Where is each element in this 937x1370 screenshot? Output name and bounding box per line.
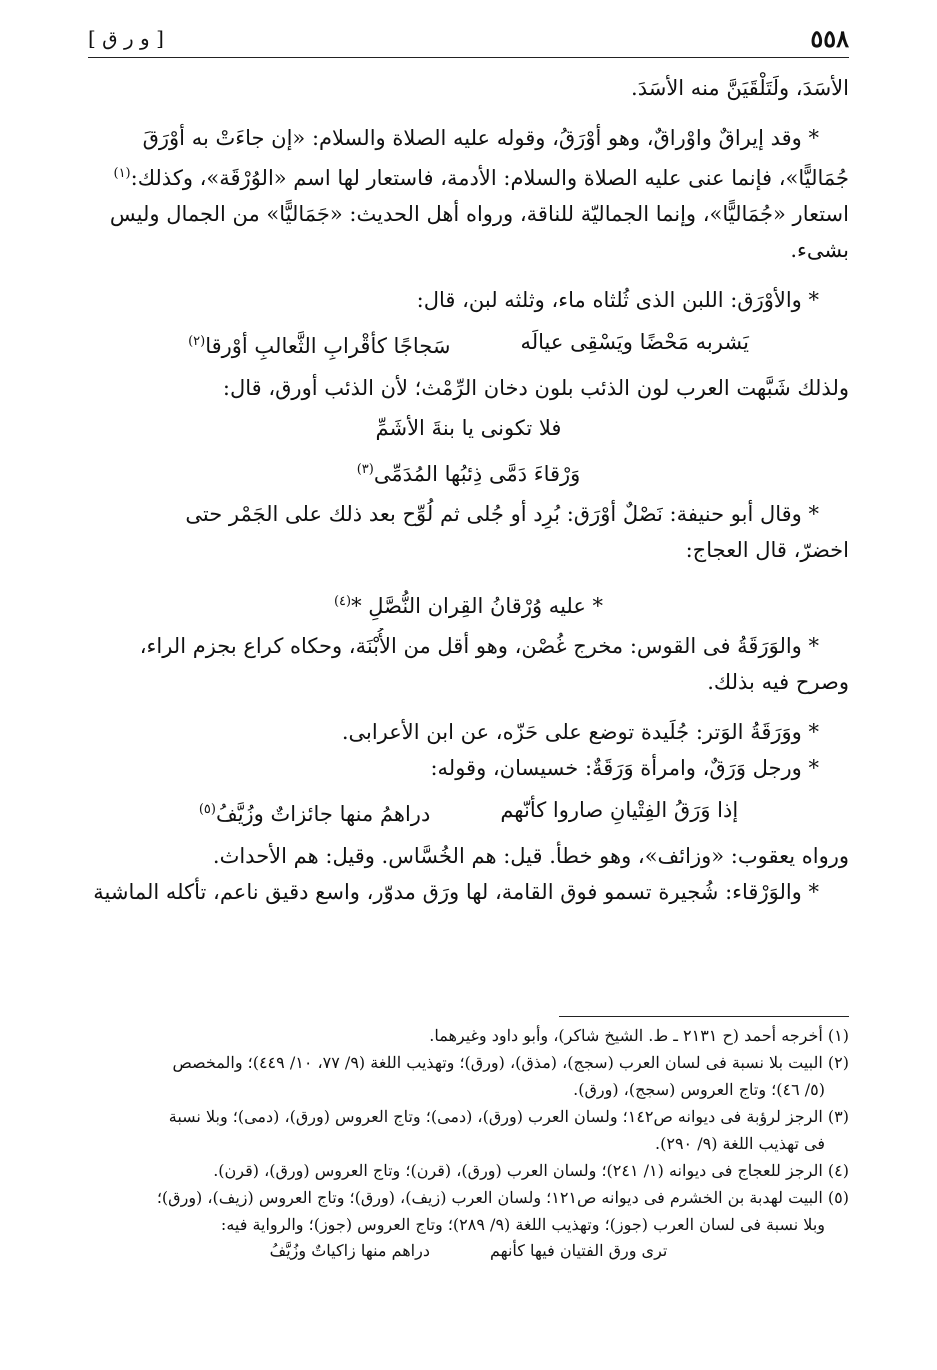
footnote-ref[interactable]: (٥) [198, 802, 216, 817]
footnote-2: (٢) البيت بلا نسبة فى لسان العرب (سجج)، (مذق)، (ورق)؛ وتهذيب اللغة (٩/ ٧٧، ١٠/ ٤٤٩)؛ والمخصص [172, 1053, 849, 1072]
footnote-2-continued: (٥/ ٤٦)؛ وتاج العروس (سجج)، (ورق). [573, 1080, 825, 1099]
paragraph-waraqa-qaws [88, 628, 849, 700]
header-rule [88, 57, 849, 58]
footnote-4: (٤) الرجز للعجاج فى ديوانه (١/ ٢٤١)؛ ولسان العرب (ورق)، (قرن)؛ وتاج العروس (ورق)، (قرن). [213, 1161, 849, 1180]
page-header [88, 24, 849, 54]
text-line: * والوَرْقاء: شُجيرة تسمو فوق القامة، لها ورَق مدوّر، واسع دقيق ناعم، تأكله الماشية [93, 880, 819, 904]
verse-hemistich: ترى ورق الفتيان فيها كأنهم [489, 1241, 668, 1260]
text-line: بشىء. [790, 238, 849, 262]
verse [88, 790, 849, 834]
text-span: سَجاجًا كأقْرابِ الثَّعالبِ أوْرقا [205, 334, 451, 358]
text-line: * والأوْرَق: اللبن الذى ثُلثاه ماء، وثلثه لبن، قال: [416, 288, 819, 312]
text-line: الأسَدَ، ولَتَلْقَيَنَّ منه الأسَدَ. [631, 76, 849, 100]
text-line: * ورجل وَرَقٌ، وامرأة وَرَقَةٌ: خسيسان، وقوله: [430, 756, 819, 780]
footnote-ref[interactable]: (٢) [188, 334, 206, 349]
text-line: * ووَرَقَةُ الوَتر: جُلَيدة توضع على حَزّه، عن ابن الأعرابى. [341, 720, 819, 744]
verse-line: فلا تكونى يا بنةَ الأشَمِّ [375, 416, 562, 440]
paragraph-iraq [88, 120, 849, 268]
main-text [88, 70, 849, 910]
text-line: استعار «جُمَاليًّا»، وإنما الجماليّة للناقة، ورواه أهل الحديث: «جَمَاليًّا» من الجمال وليس [109, 202, 849, 226]
paragraph-abu-hanifa [88, 496, 849, 568]
footnote-3-continued: فى تهذيب اللغة (٩/ ٢٩٠). [655, 1134, 825, 1153]
running-head: [ و ر ق ] [88, 26, 164, 50]
text-span: جُمَاليًّا»، فإنما عنى عليه الصلاة والسلام: الأدمة، فاستعار لها اسم «الوُرْقَة»، وكذلك: [130, 166, 849, 190]
footnote-5-continued: وبلا نسبة فى لسان العرب (جوز)؛ وتهذيب اللغة (٩/ ٢٨٩)؛ وتاج العروس (جوز)؛ والرواية فيه: [220, 1215, 825, 1234]
footnote-ref[interactable]: (١) [113, 166, 131, 181]
text-span: دراهمُ منها جائزاتٌ وزُيَّفُ [215, 802, 431, 826]
text-line: ورواه يعقوب: «وزائف»، وهو خطأ. قيل: هم الخُسَّاس. وقيل: هم الأحداث. [212, 844, 849, 868]
text-line: * وقال أبو حنيفة: نَصْلٌ أوْرَق: بُرِد أو جُلى ثم لُوِّح بعد ذلك على الجَمْر حتى [185, 502, 819, 526]
footnote-5-verse [88, 1238, 849, 1264]
text-span: وَرْقاءَ دَمَّى ذِئبُها المُدَمِّى [373, 462, 581, 486]
footnote-rule [559, 1016, 849, 1017]
page-number: ٥٥٨ [810, 24, 849, 53]
text-line: ولذلك شَبَّهت العرب لون الذئب بلون دخان الرِّمْث؛ لأن الذئب أورق، قال: [222, 376, 849, 400]
verse-line [88, 582, 849, 626]
text-line: * وقد إيراقٌ واوْراقٌ، وهو أوْرَقُ، وقوله عليه الصلاة والسلام: «إن جاءَتْ به أوْرَقَ [142, 126, 819, 150]
verse-hemistich [199, 790, 431, 834]
verse-hemistich: يَشربه مَحْضًا ويَسْقِى عيالَه [520, 330, 749, 354]
verse-hemistich [188, 322, 450, 366]
verse-line [88, 450, 849, 494]
footnote-ref[interactable]: (٣) [356, 462, 374, 477]
text-line: اخضرّ، قال العجاج: [685, 538, 849, 562]
verse-hemistich: دراهم منها زاكياتٌ وزُيَّفُ [269, 1241, 430, 1260]
verse [88, 322, 849, 366]
text-line: وصرح فيه بذلك. [707, 670, 849, 694]
footnote-5: (٥) البيت لهدبة بن الخشرم فى ديوانه ص١٢١؛ ولسان العرب (زيف)، (ورق)؛ وتاج العروس (زيف)، (ورق)؛ [156, 1188, 849, 1207]
footnote-1: (١) أخرجه أحمد (ح ٢١٣١ ـ ط. الشيخ شاكر)، وأبو داود وغيرهما. [429, 1026, 849, 1045]
text-line [88, 156, 849, 196]
text-line: * والوَرَقَةُ فى القوس: مخرج غُصْن، وهو أقل من الأُبْنَة، وحكاه كراع بجزم الراء، [139, 634, 819, 658]
text-span: * عليه وُرْقانُ القِران النُّصَّلِ * [351, 594, 604, 618]
footnotes [88, 1022, 849, 1264]
verse-hemistich: إذا وَرَقُ الفِتْيانِ صاروا كأنّهم [500, 798, 739, 822]
footnote-ref[interactable]: (٤) [333, 594, 352, 609]
footnote-3: (٣) الرجز لرؤبة فى ديوانه ص١٤٢؛ ولسان العرب (ورق)، (دمى)؛ وتاج العروس (ورق)، (دمى)؛ وبلا نسبة [168, 1107, 849, 1126]
